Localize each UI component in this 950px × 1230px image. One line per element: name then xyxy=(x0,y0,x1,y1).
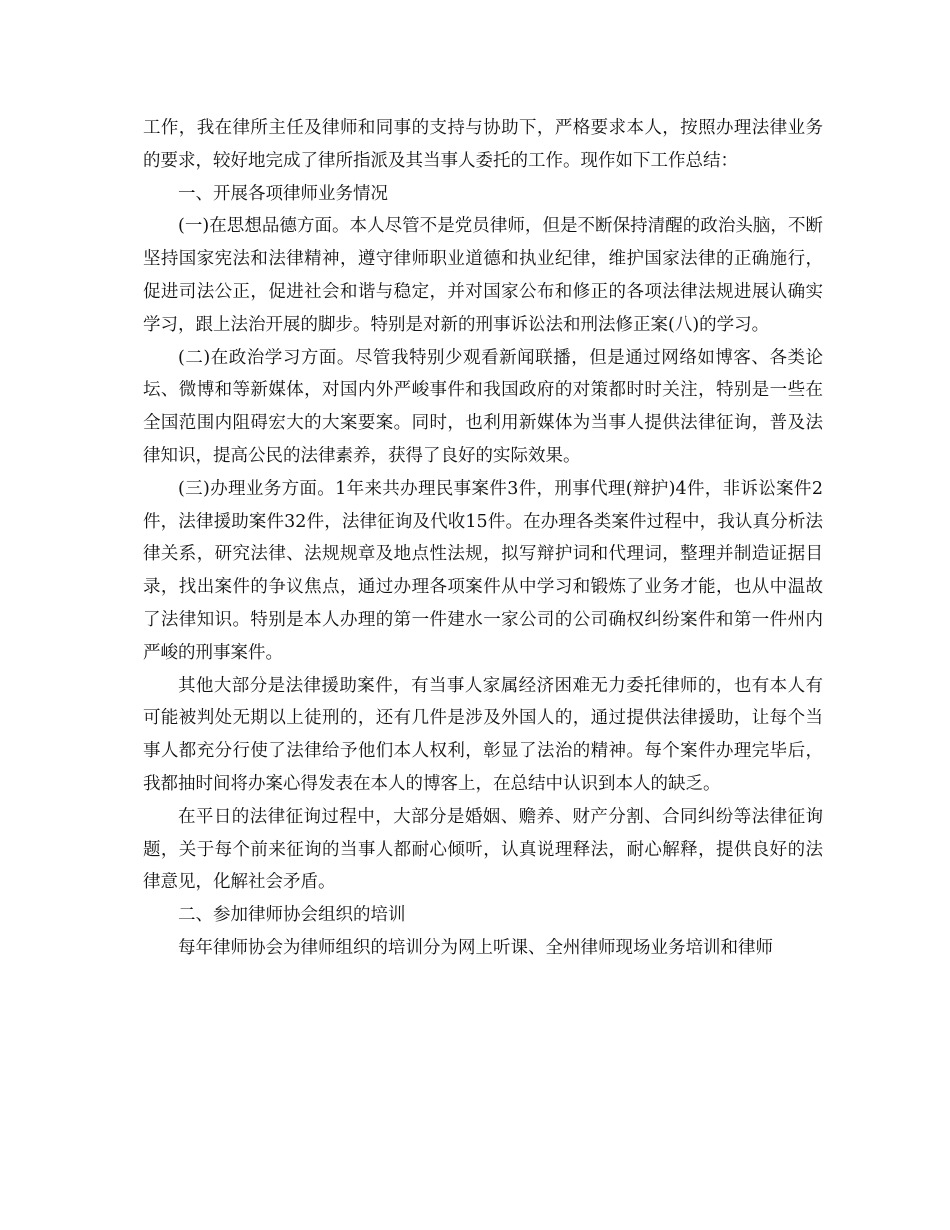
paragraph-political-study: (二)在政治学习方面。尽管我特别少观看新闻联播，但是通过网络如博客、各类论坛、微博和等新媒体，对国内外严峻事件和我国政府的对策都时时关注，特别是一些在全国范围内阻碍宏大的大案要案。同时，也利用新媒体为当事人提供法律征询，普及法律知识，提高公民的法律素养，获得了良好的实际效果。 xyxy=(143,347,823,466)
paragraph-training: 每年律师协会为律师组织的培训分为网上听课、全州律师现场业务培训和律师 xyxy=(178,937,773,958)
paragraph-continuation: 工作，我在律所主任及律师和同事的支持与协助下，严格要求本人，按照办理法律业务的要求，较好地完成了律所指派及其当事人委托的工作。现作如下工作总结： xyxy=(143,118,823,171)
paragraph-legal-aid: 其他大部分是法律援助案件，有当事人家属经济困难无力委托律师的，也有本人有可能被判处无期以上徒刑的，还有几件是涉及外国人的，通过提供法律援助，让每个当事人都充分行使了法律给予他们本人权利，彰显了法治的精神。每个案件办理完毕后，我都抽时间将办案心得发表在本人的博客上，在总结中认识到本人的缺乏。 xyxy=(143,675,823,794)
paragraph-business-handling: (三)办理业务方面。1年来共办理民事案件3件，刑事代理(辩护)4件，非诉讼案件2件，法律援助案件32件，法律征询及代收15件。在办理各类案件过程中，我认真分析法律关系，研究法律、法规规章及地点性法规，拟写辩护词和代理词，整理并制造证据目录，找出案件的争议焦点，通过办理各项案件从中学习和锻炼了业务才能，也从中温故了法律知识。特别是本人办理的第一件建水一家公司的公司确权纠纷案件和第一件州内严峻的刑事案件。 xyxy=(143,478,823,663)
paragraph-consultation: 在平日的法律征询过程中，大部分是婚姻、赡养、财产分割、合同纠纷等法律征询题，关于每个前来征询的当事人都耐心倾听，认真说理释法，耐心解释，提供良好的法律意见，化解社会矛盾。 xyxy=(143,806,823,893)
paragraph-ideology: (一)在思想品德方面。本人尽管不是党员律师，但是不断保持清醒的政治头脑，不断坚持国家宪法和法律精神，遵守律师职业道德和执业纪律，维护国家法律的正确施行，促进司法公正，促进社会和谐与稳定，并对国家公布和修正的各项法律法规进展认确实学习，跟上法治开展的脚步。特别是对新的刑事诉讼法和刑法修正案(八)的学习。 xyxy=(143,216,823,335)
document-body xyxy=(143,112,823,965)
section-heading-2: 二、参加律师协会组织的培训 xyxy=(178,905,406,926)
section-heading-1: 一、开展各项律师业务情况 xyxy=(178,183,388,204)
